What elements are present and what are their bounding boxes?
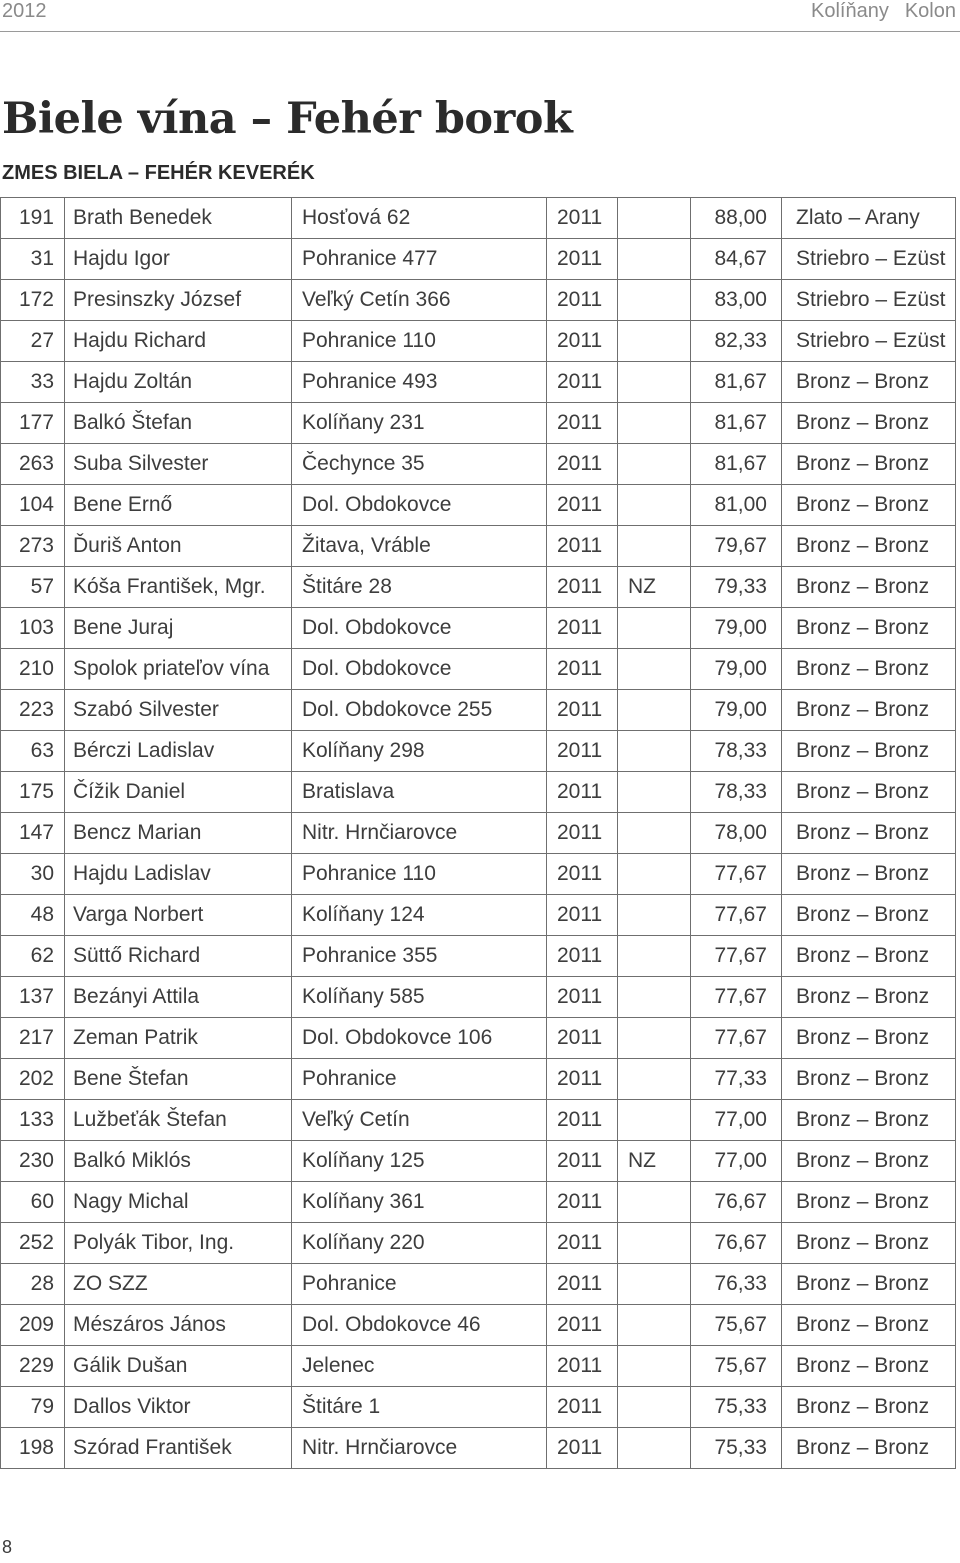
entry-note-cell [618,1428,691,1469]
producer-name-cell: Brath Benedek [65,198,292,239]
score-cell: 79,00 [691,649,782,690]
header-divider [0,31,960,32]
entry-note-cell [618,526,691,567]
table-row [1,936,956,977]
producer-address-cell: Pohranice 110 [292,321,547,362]
score-cell: 82,33 [691,321,782,362]
medal-cell: Bronz – Bronz [782,1428,956,1469]
vintage-year-cell: 2011 [547,1264,618,1305]
producer-name-cell: Hajdu Richard [65,321,292,362]
vintage-year-cell: 2011 [547,649,618,690]
entry-number-cell: 191 [1,198,65,239]
entry-number-cell: 137 [1,977,65,1018]
producer-name-cell: Bezányi Attila [65,977,292,1018]
producer-name-cell: Bencz Marian [65,813,292,854]
entry-note-cell [618,1305,691,1346]
entry-note-cell [618,608,691,649]
score-cell: 75,67 [691,1305,782,1346]
table-row [1,1141,956,1182]
score-cell: 81,00 [691,485,782,526]
medal-cell: Striebro – Ezüst [782,280,956,321]
producer-name-cell: Szórad František [65,1428,292,1469]
entry-note-cell [618,280,691,321]
entry-note-cell [618,1100,691,1141]
score-cell: 79,00 [691,690,782,731]
medal-cell: Bronz – Bronz [782,977,956,1018]
entry-note-cell [618,321,691,362]
table-row [1,772,956,813]
entry-note-cell [618,403,691,444]
table-row [1,895,956,936]
entry-number-cell: 209 [1,1305,65,1346]
vintage-year-cell: 2011 [547,1223,618,1264]
score-cell: 77,00 [691,1141,782,1182]
entry-number-cell: 104 [1,485,65,526]
table-row [1,198,956,239]
producer-address-cell: Bratislava [292,772,547,813]
vintage-year-cell: 2011 [547,895,618,936]
producer-address-cell: Dol. Obdokovce 255 [292,690,547,731]
table-row [1,444,956,485]
table-row [1,362,956,403]
vintage-year-cell: 2011 [547,1141,618,1182]
producer-address-cell: Jelenec [292,1346,547,1387]
entry-note-cell [618,198,691,239]
score-cell: 77,67 [691,895,782,936]
producer-address-cell: Pohranice [292,1264,547,1305]
vintage-year-cell: 2011 [547,977,618,1018]
medal-cell: Bronz – Bronz [782,731,956,772]
table-row [1,813,956,854]
producer-name-cell: Dallos Viktor [65,1387,292,1428]
medal-cell: Bronz – Bronz [782,1305,956,1346]
entry-number-cell: 28 [1,1264,65,1305]
producer-address-cell: Kolíňany 231 [292,403,547,444]
entry-number-cell: 198 [1,1428,65,1469]
producer-name-cell: Szabó Silvester [65,690,292,731]
table-row [1,854,956,895]
entry-note-cell [618,731,691,772]
table-row [1,403,956,444]
vintage-year-cell: 2011 [547,526,618,567]
producer-address-cell: Čechynce 35 [292,444,547,485]
producer-name-cell: Bérczi Ladislav [65,731,292,772]
table-row [1,485,956,526]
vintage-year-cell: 2011 [547,608,618,649]
producer-name-cell: Balkó Štefan [65,403,292,444]
producer-address-cell: Dol. Obdokovce [292,608,547,649]
producer-address-cell: Pohranice 493 [292,362,547,403]
medal-cell: Bronz – Bronz [782,936,956,977]
entry-note-cell [618,1182,691,1223]
producer-name-cell: Mészáros János [65,1305,292,1346]
producer-name-cell: Zeman Patrik [65,1018,292,1059]
entry-note-cell [618,1346,691,1387]
entry-number-cell: 27 [1,321,65,362]
entry-number-cell: 172 [1,280,65,321]
entry-number-cell: 48 [1,895,65,936]
score-cell: 77,67 [691,936,782,977]
producer-address-cell: Pohranice [292,1059,547,1100]
producer-name-cell: Hajdu Ladislav [65,854,292,895]
producer-name-cell: Polyák Tibor, Ing. [65,1223,292,1264]
results-table-body [1,198,956,1469]
table-row [1,977,956,1018]
producer-address-cell: Štitáre 28 [292,567,547,608]
vintage-year-cell: 2011 [547,1059,618,1100]
table-row [1,1100,956,1141]
entry-note-cell [618,772,691,813]
producer-address-cell: Veľký Cetín [292,1100,547,1141]
medal-cell: Bronz – Bronz [782,1264,956,1305]
table-row [1,526,956,567]
entry-note-cell [618,1264,691,1305]
producer-name-cell: Nagy Michal [65,1182,292,1223]
entry-note-cell [618,1387,691,1428]
producer-address-cell: Kolíňany 361 [292,1182,547,1223]
table-row [1,1346,956,1387]
table-row [1,731,956,772]
entry-number-cell: 103 [1,608,65,649]
entry-number-cell: 62 [1,936,65,977]
vintage-year-cell: 2011 [547,485,618,526]
producer-address-cell: Kolíňany 298 [292,731,547,772]
entry-number-cell: 79 [1,1387,65,1428]
header-place-hu: Kolon [904,0,956,22]
table-row [1,1223,956,1264]
vintage-year-cell: 2011 [547,280,618,321]
score-cell: 77,33 [691,1059,782,1100]
producer-name-cell: Hajdu Igor [65,239,292,280]
table-row [1,567,956,608]
vintage-year-cell: 2011 [547,690,618,731]
table-row [1,1428,956,1469]
medal-cell: Bronz – Bronz [782,649,956,690]
medal-cell: Bronz – Bronz [782,772,956,813]
entry-number-cell: 60 [1,1182,65,1223]
producer-name-cell: Kóša František, Mgr. [65,567,292,608]
entry-number-cell: 217 [1,1018,65,1059]
entry-note-cell [618,362,691,403]
medal-cell: Bronz – Bronz [782,485,956,526]
vintage-year-cell: 2011 [547,1182,618,1223]
medal-cell: Bronz – Bronz [782,444,956,485]
score-cell: 78,33 [691,772,782,813]
table-row [1,1387,956,1428]
header-place [811,0,956,23]
score-cell: 79,00 [691,608,782,649]
producer-name-cell: Lužbeťák Štefan [65,1100,292,1141]
score-cell: 83,00 [691,280,782,321]
producer-name-cell: Bene Štefan [65,1059,292,1100]
medal-cell: Striebro – Ezüst [782,321,956,362]
score-cell: 75,67 [691,1346,782,1387]
producer-name-cell: ZO SZZ [65,1264,292,1305]
entry-number-cell: 63 [1,731,65,772]
entry-number-cell: 252 [1,1223,65,1264]
score-cell: 78,33 [691,731,782,772]
entry-number-cell: 229 [1,1346,65,1387]
entry-number-cell: 263 [1,444,65,485]
medal-cell: Bronz – Bronz [782,1141,956,1182]
medal-cell: Bronz – Bronz [782,403,956,444]
entry-number-cell: 175 [1,772,65,813]
producer-address-cell: Kolíňany 124 [292,895,547,936]
vintage-year-cell: 2011 [547,1018,618,1059]
score-cell: 77,00 [691,1100,782,1141]
entry-note-cell: NZ [618,1141,691,1182]
vintage-year-cell: 2011 [547,1305,618,1346]
producer-address-cell: Žitava, Vráble [292,526,547,567]
producer-address-cell: Nitr. Hrnčiarovce [292,1428,547,1469]
score-cell: 77,67 [691,977,782,1018]
medal-cell: Bronz – Bronz [782,1182,956,1223]
producer-address-cell: Veľký Cetín 366 [292,280,547,321]
page-title: Biele vína – Fehér borok [2,94,573,144]
medal-cell: Bronz – Bronz [782,895,956,936]
score-cell: 77,67 [691,1018,782,1059]
entry-note-cell: NZ [618,567,691,608]
medal-cell: Bronz – Bronz [782,1346,956,1387]
page-number: 8 [2,1537,13,1557]
table-row [1,239,956,280]
score-cell: 81,67 [691,362,782,403]
vintage-year-cell: 2011 [547,731,618,772]
medal-cell: Bronz – Bronz [782,1387,956,1428]
producer-address-cell: Dol. Obdokovce 46 [292,1305,547,1346]
entry-number-cell: 57 [1,567,65,608]
vintage-year-cell: 2011 [547,403,618,444]
producer-name-cell: Ďuriš Anton [65,526,292,567]
score-cell: 76,67 [691,1223,782,1264]
entry-note-cell [618,854,691,895]
table-row [1,321,956,362]
medal-cell: Zlato – Arany [782,198,956,239]
score-cell: 81,67 [691,403,782,444]
score-cell: 88,00 [691,198,782,239]
vintage-year-cell: 2011 [547,1346,618,1387]
table-row [1,1264,956,1305]
vintage-year-cell: 2011 [547,239,618,280]
table-row [1,1018,956,1059]
medal-cell: Bronz – Bronz [782,1059,956,1100]
entry-note-cell [618,813,691,854]
entry-number-cell: 31 [1,239,65,280]
producer-name-cell: Suba Silvester [65,444,292,485]
producer-name-cell: Presinszky József [65,280,292,321]
producer-name-cell: Čížik Daniel [65,772,292,813]
producer-address-cell: Štitáre 1 [292,1387,547,1428]
entry-note-cell [618,936,691,977]
score-cell: 75,33 [691,1428,782,1469]
results-table [0,197,956,1469]
score-cell: 77,67 [691,854,782,895]
table-row [1,280,956,321]
medal-cell: Bronz – Bronz [782,567,956,608]
producer-address-cell: Pohranice 355 [292,936,547,977]
entry-number-cell: 30 [1,854,65,895]
medal-cell: Bronz – Bronz [782,1018,956,1059]
producer-address-cell: Hosťová 62 [292,198,547,239]
entry-note-cell [618,1018,691,1059]
producer-name-cell: Bene Juraj [65,608,292,649]
producer-address-cell: Pohranice 110 [292,854,547,895]
table-row [1,1059,956,1100]
score-cell: 76,67 [691,1182,782,1223]
table-row [1,608,956,649]
vintage-year-cell: 2011 [547,1100,618,1141]
vintage-year-cell: 2011 [547,854,618,895]
score-cell: 79,67 [691,526,782,567]
vintage-year-cell: 2011 [547,444,618,485]
score-cell: 78,00 [691,813,782,854]
producer-name-cell: Spolok priateľov vína [65,649,292,690]
producer-name-cell: Balkó Miklós [65,1141,292,1182]
producer-name-cell: Hajdu Zoltán [65,362,292,403]
table-row [1,1305,956,1346]
medal-cell: Bronz – Bronz [782,1100,956,1141]
medal-cell: Bronz – Bronz [782,1223,956,1264]
entry-number-cell: 210 [1,649,65,690]
vintage-year-cell: 2011 [547,321,618,362]
entry-number-cell: 273 [1,526,65,567]
medal-cell: Bronz – Bronz [782,608,956,649]
producer-address-cell: Dol. Obdokovce 106 [292,1018,547,1059]
entry-note-cell [618,649,691,690]
entry-note-cell [618,444,691,485]
producer-address-cell: Pohranice 477 [292,239,547,280]
table-row [1,690,956,731]
medal-cell: Bronz – Bronz [782,813,956,854]
score-cell: 76,33 [691,1264,782,1305]
vintage-year-cell: 2011 [547,813,618,854]
producer-address-cell: Dol. Obdokovce [292,649,547,690]
medal-cell: Bronz – Bronz [782,526,956,567]
entry-note-cell [618,1059,691,1100]
entry-number-cell: 147 [1,813,65,854]
vintage-year-cell: 2011 [547,936,618,977]
score-cell: 79,33 [691,567,782,608]
entry-number-cell: 230 [1,1141,65,1182]
producer-name-cell: Varga Norbert [65,895,292,936]
vintage-year-cell: 2011 [547,198,618,239]
medal-cell: Striebro – Ezüst [782,239,956,280]
section-title: ZMES BIELA – FEHÉR KEVERÉK [2,162,315,184]
entry-note-cell [618,977,691,1018]
producer-address-cell: Kolíňany 125 [292,1141,547,1182]
entry-note-cell [618,239,691,280]
producer-name-cell: Bene Ernő [65,485,292,526]
vintage-year-cell: 2011 [547,772,618,813]
producer-address-cell: Dol. Obdokovce [292,485,547,526]
entry-number-cell: 177 [1,403,65,444]
medal-cell: Bronz – Bronz [782,690,956,731]
producer-name-cell: Süttő Richard [65,936,292,977]
producer-address-cell: Kolíňany 585 [292,977,547,1018]
medal-cell: Bronz – Bronz [782,854,956,895]
score-cell: 75,33 [691,1387,782,1428]
entry-note-cell [618,895,691,936]
entry-number-cell: 202 [1,1059,65,1100]
table-row [1,1182,956,1223]
score-cell: 84,67 [691,239,782,280]
entry-number-cell: 133 [1,1100,65,1141]
vintage-year-cell: 2011 [547,1428,618,1469]
score-cell: 81,67 [691,444,782,485]
producer-name-cell: Gálik Dušan [65,1346,292,1387]
producer-address-cell: Nitr. Hrnčiarovce [292,813,547,854]
entry-note-cell [618,1223,691,1264]
entry-note-cell [618,690,691,731]
entry-note-cell [618,485,691,526]
header-place-sk: Kolíňany [811,0,889,22]
header-year: 2012 [2,0,47,22]
entry-number-cell: 33 [1,362,65,403]
table-row [1,649,956,690]
vintage-year-cell: 2011 [547,362,618,403]
producer-address-cell: Kolíňany 220 [292,1223,547,1264]
medal-cell: Bronz – Bronz [782,362,956,403]
vintage-year-cell: 2011 [547,567,618,608]
vintage-year-cell: 2011 [547,1387,618,1428]
entry-number-cell: 223 [1,690,65,731]
